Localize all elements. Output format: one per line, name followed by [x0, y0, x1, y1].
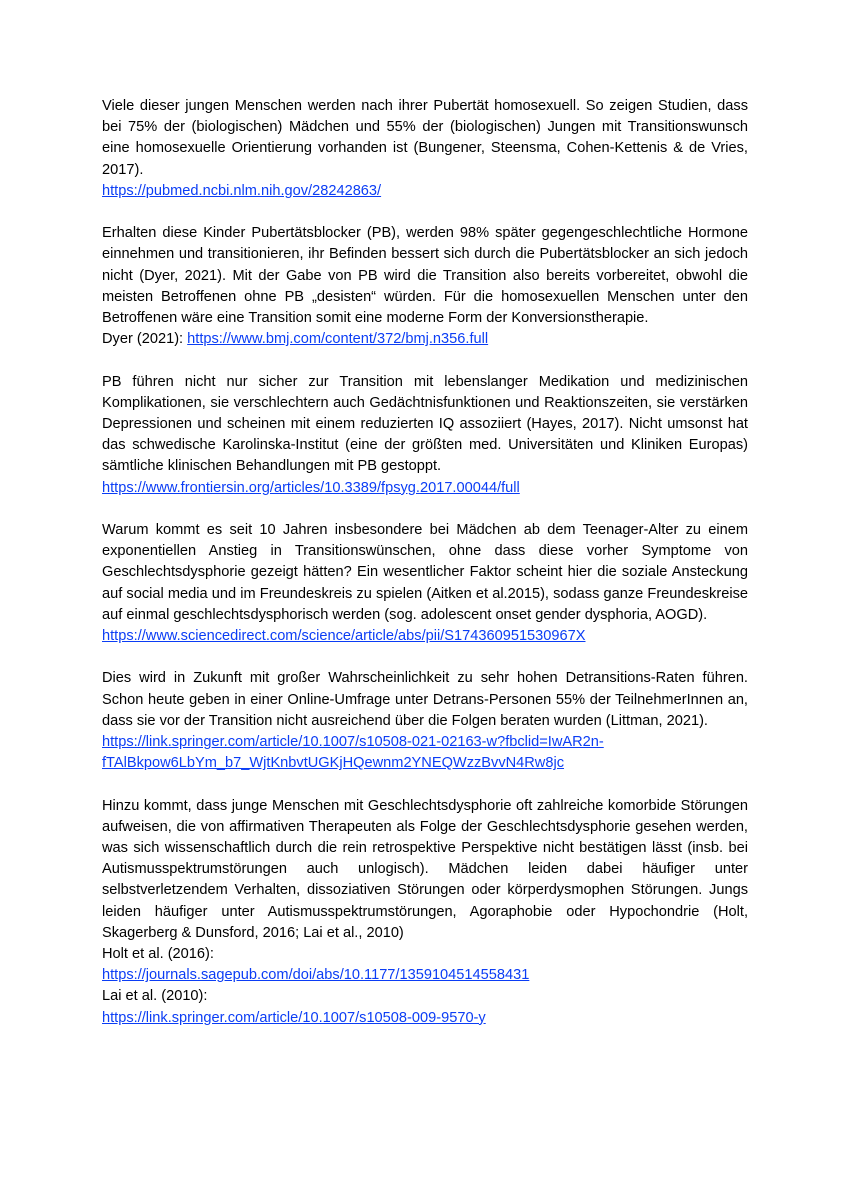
paragraph-text: PB führen nicht nur sicher zur Transition mit lebenslanger Medikation und medizinischen Komplikationen, sie verschlechtern auch Gedächtnisfunktionen und Reaktionszeiten, sie verstärken Depressionen und scheinen mit einem reduzierten IQ assoziiert (Hayes, 2017). Nicht umsonst hat das schwedische Karolinska-Institut (eine der größten med. Universitäten und Kliniken Europas) sämtliche klinischen Behandlungen mit PB gestoppt. [102, 373, 748, 475]
reference-line [102, 329, 748, 350]
paragraph-text: Erhalten diese Kinder Pubertätsblocker (PB), werden 98% später gegengeschlechtliche Hormone einnehmen und transitionieren, ihr Befinden bessert sich durch die Pubertätsblocker an sich jedoch nicht (Dyer, 2021). Mit der Gabe von PB wird die Transition also bereits vorbereitet, obwohl die meisten Betroffenen ohne PB „desisten“ würden. Für die homosexuellen Menschen unter den Betroffenen wäre eine Transition somit eine moderne Form der Konversionstherapie. [102, 225, 748, 327]
reference-label: Lai et al. (2010): [102, 988, 208, 1005]
document-body [102, 96, 748, 1050]
reference-line [102, 626, 748, 647]
pubmed-link[interactable]: https://pubmed.ncbi.nlm.nih.gov/28242863/ [102, 182, 382, 199]
paragraph-social-contagion [102, 520, 748, 647]
frontiersin-link[interactable]: https://www.frontiersin.org/articles/10.3389/fpsyg.2017.00044/full [102, 479, 520, 496]
paragraph-detransition [102, 668, 748, 774]
paragraph-homosexuality-studies [102, 96, 748, 202]
reference-label: Holt et al. (2016): [102, 946, 214, 963]
paragraph-comorbidities [102, 796, 748, 1029]
reference-line [102, 478, 748, 499]
reference-label: Dyer (2021): [102, 331, 188, 348]
reference-line [102, 732, 748, 774]
paragraph-pb-effects [102, 372, 748, 499]
springer-link-part1[interactable]: https://link.springer.com/article/10.1007/s10508-021-02163-w?fbclid=IwAR2n- [102, 734, 604, 751]
paragraph-text: Hinzu kommt, dass junge Menschen mit Geschlechtsdysphorie oft zahlreiche komorbide Störungen aufweisen, die von affirmativen Therapeuten als Folge der Geschlechtsdysphorie gesehen werden, was sich wissenschaftlich durch die rein retrospektive Perspektive nicht bestätigen lässt (insb. bei Autismusspektrumstörungen auch unlogisch). Mädchen leiden dabei häufiger unter selbstverletzendem Verhalten, dissoziativen Störungen oder körperdysmophen Störungen. Jungs leiden häufiger unter Autismusspektrumstörungen, Agoraphobie oder Hypochondrie (Holt, Skagerberg & Dunsford, 2016; Lai et al., 2010) [102, 797, 748, 941]
paragraph-text: Viele dieser jungen Menschen werden nach ihrer Pubertät homosexuell. So zeigen Studien, dass bei 75% der (biologischen) Mädchen und 55% der (biologischen) Jungen mit Transitionswunsch eine homosexuelle Orientierung vorhanden ist (Bungener, Steensma, Cohen-Kettenis & de Vries, 2017). [102, 98, 748, 178]
paragraph-text: Dies wird in Zukunft mit großer Wahrscheinlichkeit zu sehr hohen Detransitions-Raten führen. Schon heute geben in einer Online-Umfrage unter Detrans-Personen 55% der TeilnehmerInnen an, dass sie vor der Transition nicht ausreichend über die Folgen beraten wurden (Littman, 2021). [102, 670, 748, 729]
paragraph-puberty-blockers [102, 223, 748, 350]
reference-line [102, 181, 748, 202]
reference-line [102, 944, 748, 1029]
springer-link-part2[interactable]: fTAlBkpow6LbYm_b7_WjtKnbvtUGKjHQewnm2YNEQWzzBvvN4Rw8jc [102, 755, 565, 772]
bmj-link[interactable]: https://www.bmj.com/content/372/bmj.n356.full [187, 331, 489, 348]
sagepub-link[interactable]: https://journals.sagepub.com/doi/abs/10.1177/1359104514558431 [102, 967, 530, 984]
sciencedirect-link[interactable]: https://www.sciencedirect.com/science/article/abs/pii/S174360951530967X [102, 628, 586, 645]
springer-link-lai[interactable]: https://link.springer.com/article/10.1007/s10508-009-9570-y [102, 1009, 486, 1026]
paragraph-text: Warum kommt es seit 10 Jahren insbesondere bei Mädchen ab dem Teenager-Alter zu einem exponentiellen Anstieg in Transitionswünschen, ohne dass diese vorher Symptome von Geschlechtsdysphorie gezeigt hätten? Ein wesentlicher Faktor scheint hier die soziale Ansteckung auf social media und im Freundeskreis zu spielen (Aitken et al.2015), sodass ganze Freundeskreise auf einmal geschlechtsdysphorisch werden (sog. adolescent onset gender dysphoria, AOGD). [102, 522, 748, 623]
